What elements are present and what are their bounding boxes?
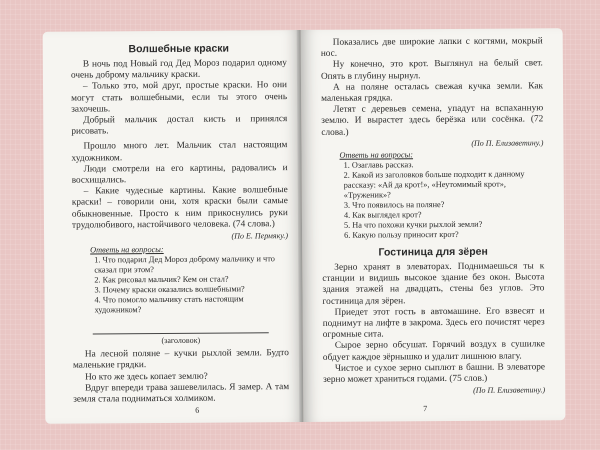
question-item: 2. Как рисовал мальчик? Кем он стал? xyxy=(94,274,229,285)
right-page xyxy=(301,28,566,422)
question-item: 2. Какой из заголовков больше подходит к данному рассказу: «Ай да крот!», «Неутомимый крот», «Труженик»? xyxy=(343,169,525,200)
question-item: 4. Что помогло мальчику стать настоящим художником? xyxy=(94,294,244,315)
questions-list xyxy=(72,254,288,316)
title-blank-line xyxy=(93,332,269,334)
question-item: 3. Почему краски оказались волшебными? xyxy=(94,284,245,295)
paragraph: – Только это, мой друг, простые краски. Но они могут стать волшебными, если ты этого очень захочешь. xyxy=(71,80,288,115)
paragraph: Летят с деревьев семена, упадут на вспаханную землю. И вырастет здесь берёзка или сосёнка. (72 слова.) xyxy=(321,103,544,138)
author-signature: (По Е. Пермяку.) xyxy=(231,231,289,241)
paragraph: В ночь под Новый год Дед Мороз подарил одному очень доброму мальчику краски. xyxy=(70,58,287,81)
questions-list xyxy=(322,159,545,241)
paragraph: Показались две широкие лапки с когтями, мокрый нос. xyxy=(320,36,543,60)
paragraph: Зерно хранят в элеваторах. Поднимаешься ты к станции и видишь высокое здание без окон. Высота здания этажей на двадцать, стены без углов. Это гостиница для зёрен. xyxy=(322,261,545,307)
question-item: 1. Что подарил Дед Мороз доброму мальчику и что сказал при этом? xyxy=(94,254,275,275)
page-number: 7 xyxy=(423,404,428,414)
paragraph: Вдруг впереди трава зашевелилась. Я замер. А там земля стала подниматься холмиком. xyxy=(73,381,290,405)
paragraph: Добрый мальчик достал кисть и принялся рисовать. xyxy=(71,114,288,137)
paragraph: На лесной поляне – кучки рыхлой земли. Будто маленькие грядки. xyxy=(72,348,289,372)
question-item: 1. Озаглавь рассказ. xyxy=(343,160,414,170)
paragraph: Сырое зерно обсушат. Горячий воздух в сушилке обдует каждое зёрнышко и удалит лишнюю влагу. xyxy=(322,339,545,363)
question-item: 4. Как выглядел крот? xyxy=(343,210,422,220)
paragraph: – Какие чудесные картины. Какие волшебные краски! – говорили они, хотя краски были самые обыкновенные. Просто к ним прикоснулись руки трудолюбивого, настойчивого человека. (74 слова.) xyxy=(71,185,288,231)
page-number: 6 xyxy=(195,405,200,415)
left-page xyxy=(43,30,304,424)
question-item: 6. Какую пользу приносит крот? xyxy=(344,229,459,240)
question-item: 5. На что похожи кучки рыхлой земли? xyxy=(343,219,483,230)
author-signature: (По П. Елизаветину.) xyxy=(473,385,546,396)
paragraph: Но кто же здесь копает землю? xyxy=(85,371,208,383)
question-item: 3. Что появилось на поляне? xyxy=(343,200,445,210)
title-caption: (заголовок) xyxy=(161,335,201,346)
paragraph: Чистое и сухое зерно сыплют в башни. В элеваторе зерно может храниться годами. (75 слов.) xyxy=(323,362,546,385)
questions-heading: Ответь на вопросы: xyxy=(90,245,164,255)
story-title: Волшебные краски xyxy=(128,42,230,56)
paragraph: А на поляне осталась свежая кучка земли. Как маленькая грядка. xyxy=(321,81,544,104)
paragraph: Прошло много лет. Мальчик стал настоящим художником. xyxy=(71,140,288,164)
paragraph: Приедет этот гость в автомашине. Его взвесят и поднимут на лифте в закрома. Здесь его почистят через огромные сита. xyxy=(322,306,545,341)
story-title: Гостиница для зёрен xyxy=(378,245,488,259)
author-signature: (По П. Елизаветину.) xyxy=(471,138,544,148)
questions-heading: Ответь на вопросы: xyxy=(339,150,414,160)
paragraph: Люди смотрели на его картины, радовались и восхищались. xyxy=(71,162,288,186)
open-book xyxy=(43,28,566,424)
paragraph: Ну конечно, это крот. Выглянул на белый свет. Опять в глубину нырнул. xyxy=(320,58,543,82)
